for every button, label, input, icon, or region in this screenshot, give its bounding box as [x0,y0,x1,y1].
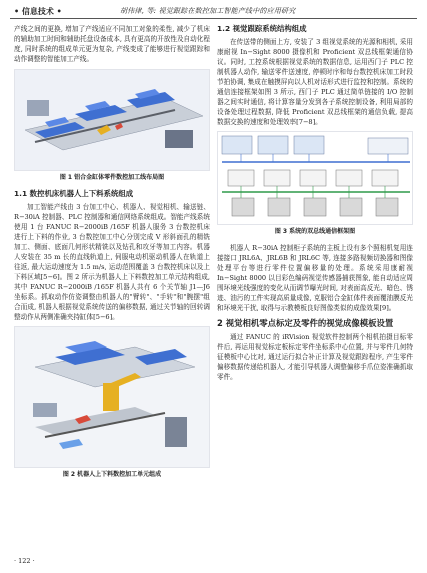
right-column [217,24,413,382]
section-1-2-title: 1.2 视觉跟踪系统结构组成 [217,24,307,33]
figure-3-caption: 图 3 系统的双总线通信框架图 [274,228,356,235]
journal-section: • 信息技术 • [14,7,62,16]
section-2-title: 2 视觉相机零点标定及零件的视觉成像模板设置 [217,318,394,328]
section-1-1-title: 1.1 数控机床机器人上下料系统组成 [14,189,134,198]
figure-2 [14,326,210,468]
figure-2-caption: 图 2 机器人上下料数控加工单元组成 [62,471,162,478]
intro-paragraph: 产线之间的更换, 增加了产线适应不同加工对象的柔性, 减少了机床的辅助加工时间和辅助托盘设备成本, 具有更高的开放性及自动化程度, 同时系统的组成单元更为复杂, 产线变成了能够进行视觉跟踪和动作调整的智能加工产线。 [14,25,210,63]
section-1-2-paragraph-1: 在传送带的侧面上方, 安装了 3 组视觉系统的光源和相机, 采用康耐视 In−Sight 8000 摄像机和 Proficient 双总线框架通信协议。同时, 工控系统根据视觉系统的数据信息, 运用西门子 PLC 控制机器人动作, 输送零件送速度, 停顿时序和每台数控机床加工时段节拍协调, 集成在触摸屏向以人机对话形式进行监控和控制。系统的通信连接框架如图 3 所示, 西门子 PLC 通过简单链接的 I/O 控制器之间实时通信, 将计算容量分发到各子系统控制设备, 利用局部的设备处理过程数据, 降低 Proficient 双总线框架的通信负载, 提高数据交换的速度和处理效率[7−8]。 [217,38,413,126]
page-header [0,0,427,22]
figure-1 [14,69,210,171]
figure-1-caption: 图 1 铝合金缸体零件数控加工线布局图 [59,174,165,181]
figure-3 [217,131,413,225]
page-number: · 122 · [14,557,35,565]
section-1-2-paragraph-2: 机器人 R−30iA 控制柜子系统的主板上设有多个照相机复用连接接口 JRL6A、JRL6B 和 JRL6C 等, 连接多路视频切换器和图像处理平台等进行零件位置偏移量的处理。系统采用康耐视 In−Sight 8000 以目彩色编码视觉传感器捕获图象, 能自动适应周围环境光线强度的变化从而调节曝光时间, 对表面高反光、暗色、锈迹、油污的工件实现高质量成像, 克服铝合金缸体件表面覆油膜反光和环境光干扰, 取得与示教模板良好图像类似的成像效果[9]。 [217,244,413,312]
figure-1-diagram [15,70,210,170]
running-title: 胡伟律, 等: 视觉跟踪在数控加工智能产线中的应用研究 [120,7,296,15]
section-2-paragraph-1: 通过 FANUC 的 iRVision 视觉软件控制两个相机拍摄目标零件后, 再运用视觉标定板标定零件坐标系中心位置, 并与零件几何特征模板中心比对, 通过运行拟合补正计算及视觉跟踪程序, 产生零件偏移数据传递给机器人, 才能引导机器人调整偏移手爪位姿准确抓取零件。 [217,333,413,381]
left-column [14,24,210,486]
header-rule [10,18,417,19]
section-1-1-paragraph: 加工智能产线由 3 台加工中心、机器人、视觉相机、输送链、R−30iA 控制器、PLC 控制器和通信网络系统组成。智能产线系统使用 1 台 FANUC R−2000iB /165F 机器人服务 3 台数控机床进行上下料的作业, 3 台数控加工中心分别完成 V 形斜面孔的精铣加工、侧面、底面几何形状精铣以及钻孔和攻牙等加工内容。机器人安装在 35 m 长的直线轨道上, 伺服电动机驱动机器人在轨道上往返, 最大运动速度为 1.5 m/s, 运动范围覆盖 3 台数控机床以及上下料区域[5−6]。图 2 所示为机器人上下料数控加工单元结构组成, 其中 FANUC R−2000iB /165F 机器人共有 6 个关节轴 J1—J6 坐标系。抓取动作仿姿调整由机器人的"臂转"、"手转"和"腕摆"组合而成, 机器人根据视觉系统传送的偏移数据, 通过关节轴的回转调整动作从两侧准确夹持缸体[5−6]。 [14,203,210,321]
figure-3-diagram [218,132,413,224]
figure-2-diagram [15,327,210,467]
